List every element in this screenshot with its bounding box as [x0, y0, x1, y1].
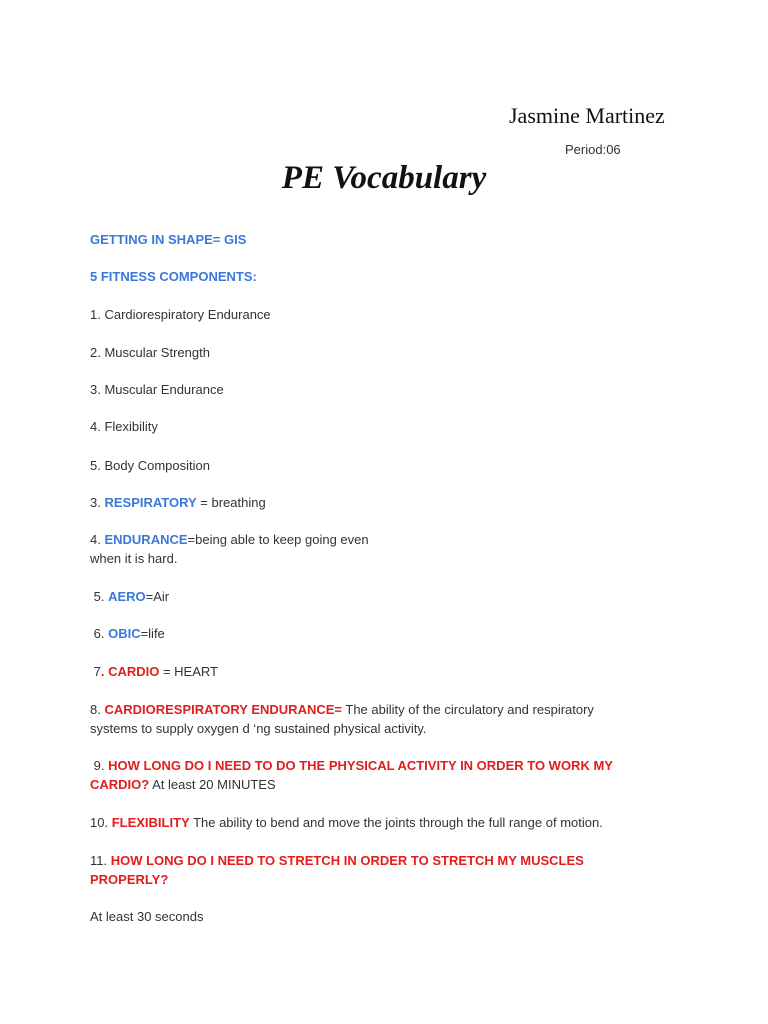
vocab-cardiorespiratory-endurance: [90, 700, 594, 719]
question-number: 9.: [90, 758, 109, 773]
student-name: Jasmine Martinez: [509, 103, 665, 128]
vocab-definition-continued: systems to supply oxygen d ‘ng sustained physical activity.: [90, 721, 427, 736]
question-text-continued: PROPERLY?: [90, 872, 169, 887]
vocab-number: 5.: [90, 589, 109, 604]
vocab-term: CARDIORESPIRATORY ENDURANCE=: [104, 702, 342, 717]
vocab-term: RESPIRATORY: [104, 495, 197, 510]
component-item: 5. Body Composition: [90, 458, 210, 473]
vocab-number: 4.: [90, 532, 105, 547]
vocab-term: . CARDIO: [100, 664, 160, 679]
question-stretch-duration: [90, 851, 584, 870]
vocab-term: AERO: [108, 589, 146, 604]
vocab-definition-continued: when it is hard.: [90, 551, 178, 566]
question-number: 11.: [90, 853, 111, 868]
class-period: Period:06: [565, 142, 621, 157]
answer-text: At least 30 seconds: [90, 909, 204, 924]
question-text-continued: CARDIO?: [90, 777, 150, 792]
component-item: 1. Cardiorespiratory Endurance: [90, 307, 271, 322]
vocab-definition: =life: [140, 626, 165, 641]
vocab-number: 7: [90, 664, 101, 679]
vocab-definition: The ability of the circulatory and respiratory: [342, 702, 594, 717]
vocab-term: ENDURANCE: [104, 532, 188, 547]
component-item: 2. Muscular Strength: [90, 345, 210, 360]
vocab-term: OBIC: [108, 626, 141, 641]
vocab-obic: [90, 624, 165, 643]
vocab-definition: = HEART: [159, 664, 218, 679]
vocab-respiratory: [90, 493, 266, 512]
answer-text: At least 20 MINUTES: [149, 777, 276, 792]
vocab-term: FLEXIBILITY: [111, 815, 190, 830]
vocab-number: 10.: [90, 815, 112, 830]
vocab-definition: The ability to bend and move the joints through the full range of motion.: [189, 815, 603, 830]
gis-heading: GETTING IN SHAPE= GIS: [90, 232, 247, 247]
question-cardio-answer-line: [90, 775, 276, 794]
vocab-definition: =being able to keep going even: [187, 532, 369, 547]
vocab-flexibility: [90, 813, 603, 832]
question-text: HOW LONG DO I NEED TO STRETCH IN ORDER TO STRETCH MY MUSCLES: [110, 853, 584, 868]
vocab-definition: =Air: [145, 589, 170, 604]
component-item: 3. Muscular Endurance: [90, 382, 224, 397]
page-title: PE Vocabulary: [281, 160, 487, 196]
vocab-definition: = breathing: [196, 495, 266, 510]
components-heading: 5 FITNESS COMPONENTS:: [90, 269, 257, 284]
vocab-number: 8.: [90, 702, 105, 717]
vocab-aero: [90, 587, 169, 606]
component-item: 4. Flexibility: [90, 419, 158, 434]
vocab-number: 3.: [90, 495, 105, 510]
vocab-endurance: [90, 530, 369, 549]
vocab-number: 6.: [90, 626, 109, 641]
question-cardio-duration: [90, 756, 613, 775]
question-text: HOW LONG DO I NEED TO DO THE PHYSICAL ACTIVITY IN ORDER TO WORK MY: [108, 758, 613, 773]
vocab-cardio: [90, 662, 218, 681]
